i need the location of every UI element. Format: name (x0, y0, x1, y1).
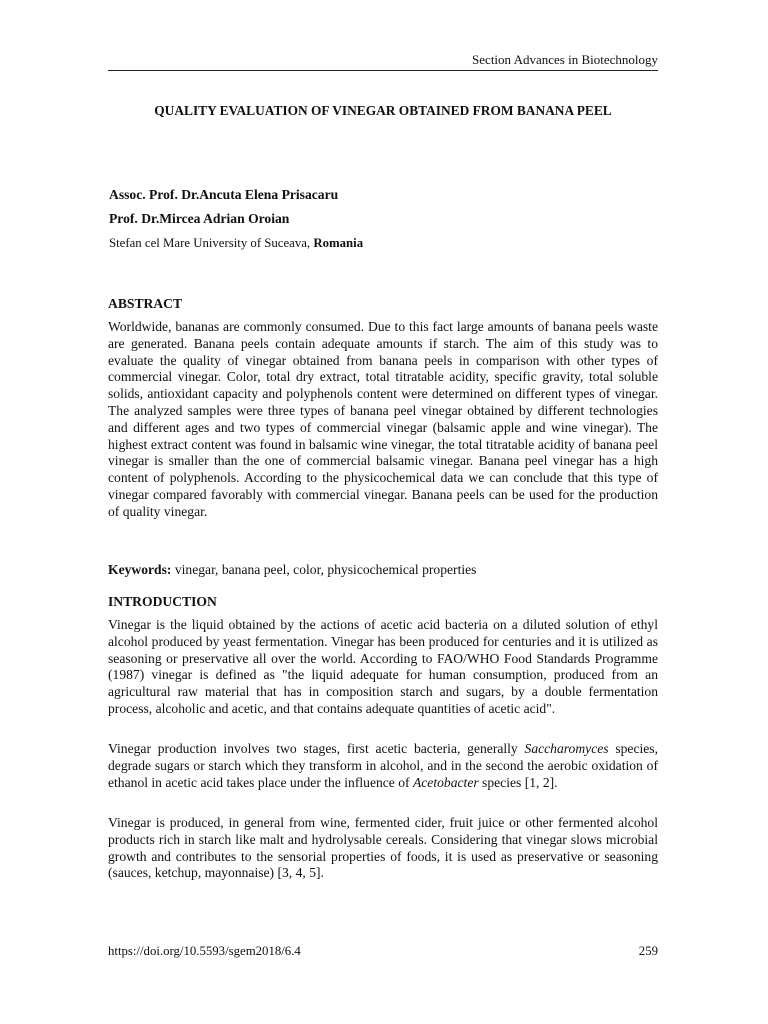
header-rule (108, 70, 658, 71)
abstract-heading: ABSTRACT (108, 296, 183, 311)
intro-p2-italic-acetobacter: Acetobacter (412, 774, 479, 790)
keywords-label: Keywords: (108, 562, 172, 577)
intro-paragraph-3: Vinegar is produced, in general from wine, fermented cider, fruit juice or other fermented alcohol products rich in starch like malt and hydrolysable cereals. Considering that vinegar slows microbial growth and contributes to the sensorial properties of foods, it is used as preservative or seasoning (sauces, ketchup, mayonnaise) [3, 4, 5]. (108, 815, 658, 881)
keywords-text: vinegar, banana peel, color, physicochemical properties (171, 562, 477, 577)
affiliation-country: Romania (313, 236, 364, 250)
intro-paragraph-2 (108, 741, 658, 791)
author-2: Prof. Dr.Mircea Adrian Oroian (109, 211, 290, 226)
paper-title: QUALITY EVALUATION OF VINEGAR OBTAINED FROM BANANA PEEL (154, 103, 612, 118)
intro-p2-text-a: Vinegar production involves two stages, first acetic bacteria, generally (108, 741, 525, 756)
introduction-heading: INTRODUCTION (108, 594, 217, 609)
intro-p2-text-c: species [1, 2]. (478, 774, 558, 790)
author-1: Assoc. Prof. Dr.Ancuta Elena Prisacaru (109, 187, 339, 202)
affiliation-institution: Stefan cel Mare University of Suceava, (109, 236, 314, 250)
intro-p2-text-b: species, degrade sugars or starch which they transform in alcohol, and in the second the aerobic oxidation of ethanol in acetic acid takes place under the influence of (108, 741, 658, 790)
intro-p2-italic-saccharomyces: Saccharomyces (524, 741, 609, 756)
affiliation (109, 235, 629, 251)
abstract-text: Worldwide, bananas are commonly consumed. Due to this fact large amounts of banana peels waste are generated. Banana peels contain adequate amounts if starch. The aim of this study was to evaluate the quality of vinegar obtained from banana peels in comparison with other types of commercial vinegar. Color, total dry extract, total titratable acidity, specific gravity, total soluble solids, antioxidant capacity and polyphenols content were determined on different types of vinegar. The analyzed samples were three types of banana peel vinegar obtained by different technologies and different ages and two types of commercial vinegar (balsamic apple and wine vinegar). The highest extract content was found in balsamic wine vinegar, the total titratable acidity of banana peel vinegar is smaller than the one of commercial balsamic vinegar. Banana peel vinegar has a high content of polyphenols. According to the physicochemical data we can conclude that this type of vinegar compared favorably with commercial vinegar. Banana peels can be used for the production of quality vinegar. (108, 319, 658, 519)
running-head: Section Advances in Biotechnology (472, 52, 658, 67)
footer-doi-link[interactable]: https://doi.org/10.5593/sgem2018/6.4 (108, 944, 301, 958)
footer-page-number: 259 (638, 944, 658, 958)
keywords (108, 562, 658, 579)
intro-paragraph-1: Vinegar is the liquid obtained by the actions of acetic acid bacteria on a diluted solution of ethyl alcohol produced by yeast fermentation. Vinegar has been produced for centuries and it is utilized as seasoning or preservative all over the world. According to FAO/WHO Food Standards Programme (1987) vinegar is defined as "the liquid adequate for human consumption, produced from an agricultural raw material that has in composition starch and sugars, by a double fermentation process, alcoholic and acetic, and that contains adequate quantities of acetic acid". (108, 617, 658, 716)
